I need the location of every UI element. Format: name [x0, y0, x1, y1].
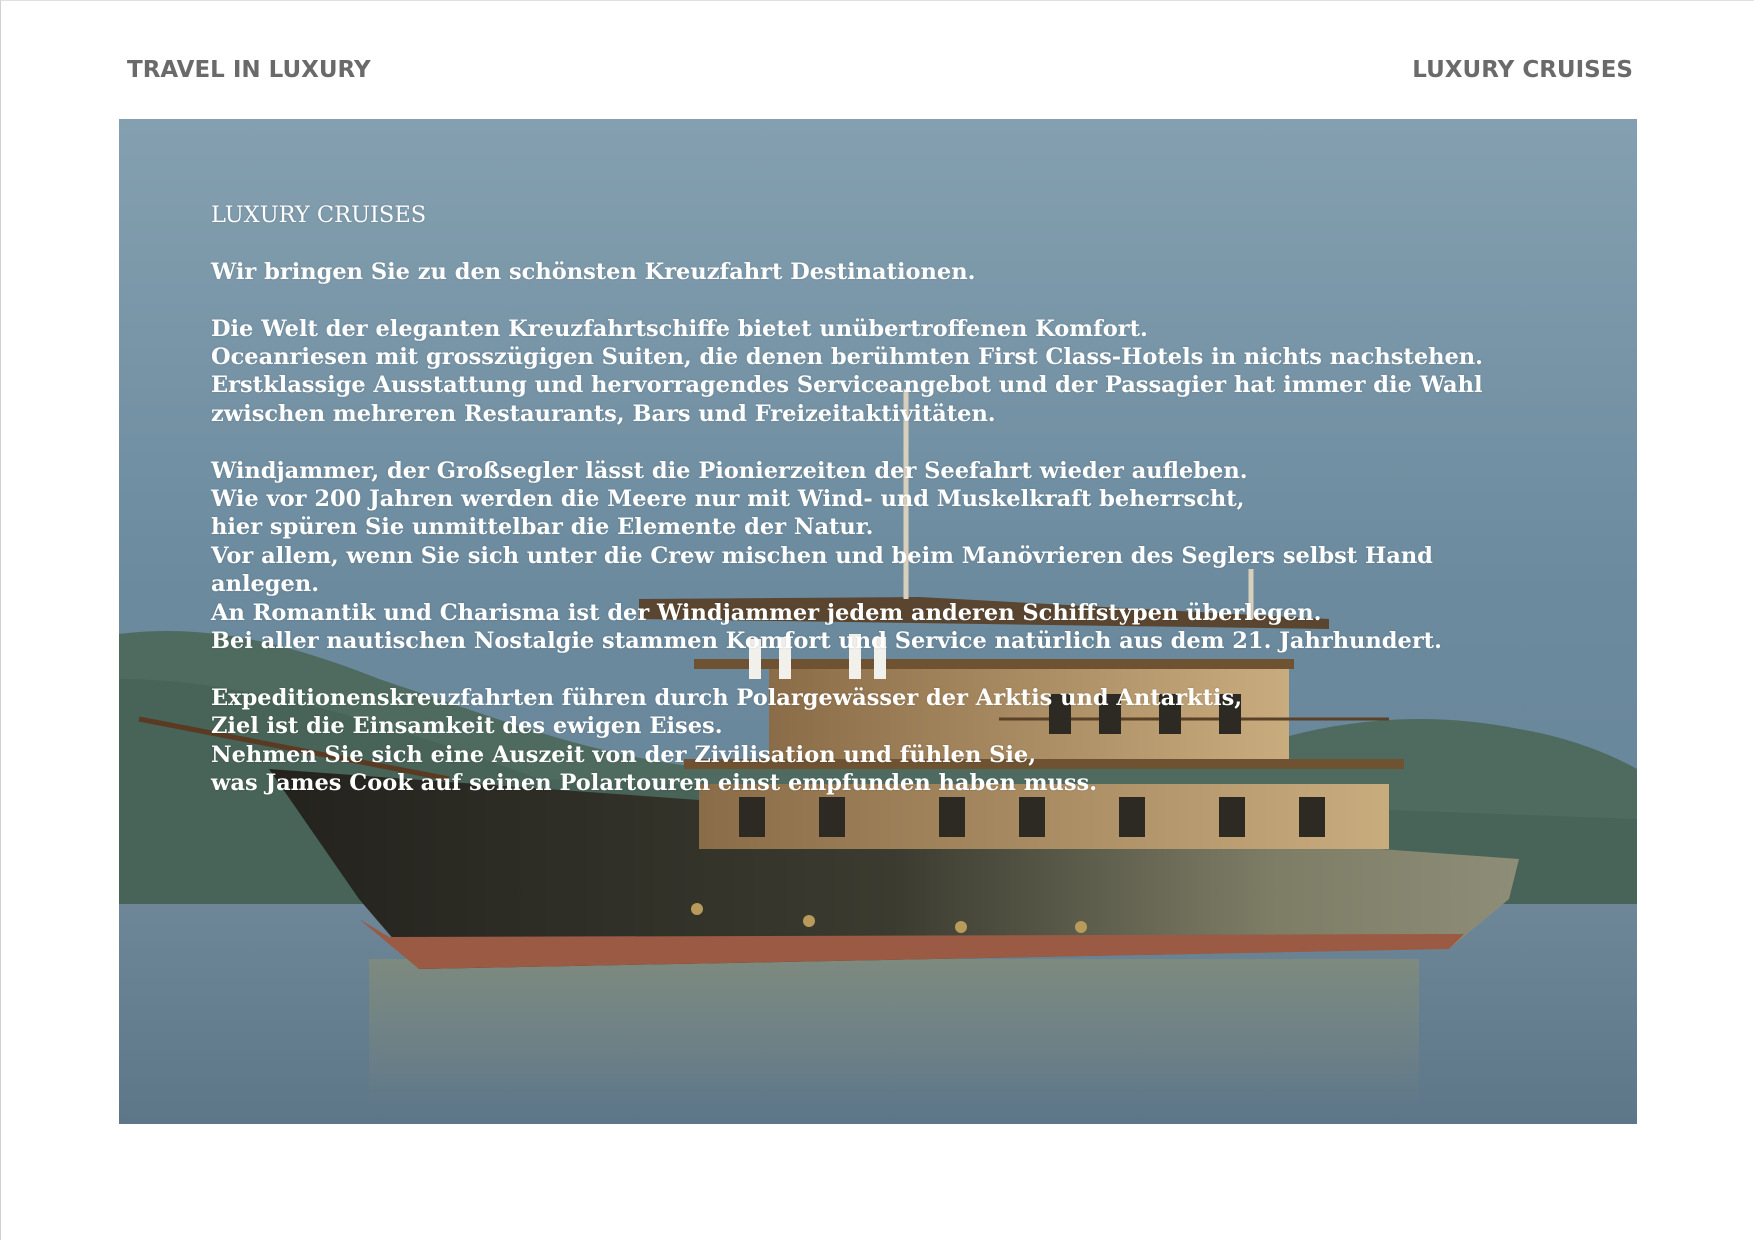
paragraph-line: Bei aller nautischen Nostalgie stammen Komfort und Service natürlich aus dem 21. Jahrhundert. [211, 628, 1442, 655]
paragraph-line: Expeditionenskreuzfahrten führen durch Polargewässer der Arktis und Antarktis, [211, 684, 1243, 711]
article-intro: Wir bringen Sie zu den schönsten Kreuzfahrt Destinationen. [211, 258, 976, 285]
paragraph-line: zwischen mehreren Restaurants, Bars und Freizeitaktivitäten. [211, 400, 996, 427]
cruise-ship-photo [119, 119, 1637, 1124]
paragraph-line: Erstklassige Ausstattung und hervorragendes Serviceangebot und der Passagier hat immer die Wahl [211, 372, 1483, 399]
paragraph-line: Nehmen Sie sich eine Auszeit von der Zivilisation und fühlen Sie, [211, 741, 1037, 768]
paragraph-line: Die Welt der eleganten Kreuzfahrtschiffe bietet unübertroffenen Komfort. [211, 315, 1148, 342]
paragraph-line: anlegen. [211, 571, 320, 598]
paragraph-line: Wie vor 200 Jahren werden die Meere nur mit Wind- und Muskelkraft beherrscht, [211, 486, 1245, 513]
paragraph-line: Vor allem, wenn Sie sich unter die Crew mischen und beim Manövrieren des Seglers selbst Hand [211, 542, 1433, 569]
header-right-title: LUXURY CRUISES [1412, 57, 1633, 83]
paragraph-line: An Romantik und Charisma ist der Windjammer jedem anderen Schiffstypen überlegen. [211, 599, 1322, 626]
paragraph-line: Ziel ist die Einsamkeit des ewigen Eises. [211, 713, 723, 740]
paragraph-line: was James Cook auf seinen Polartouren einst empfunden haben muss. [211, 770, 1098, 797]
paragraph-line: Windjammer, der Großsegler lässt die Pionierzeiten der Seefahrt wieder aufleben. [211, 457, 1248, 484]
article-text [211, 201, 1591, 797]
article-title: LUXURY CRUISES [211, 202, 427, 228]
paragraph-line: Oceanriesen mit grosszügigen Suiten, die denen berühmten First Class-Hotels in nichts nachstehen. [211, 344, 1483, 370]
header-left-title: TRAVEL IN LUXURY [127, 57, 371, 83]
paragraph-line: hier spüren Sie unmittelbar die Elemente der Natur. [211, 514, 874, 541]
